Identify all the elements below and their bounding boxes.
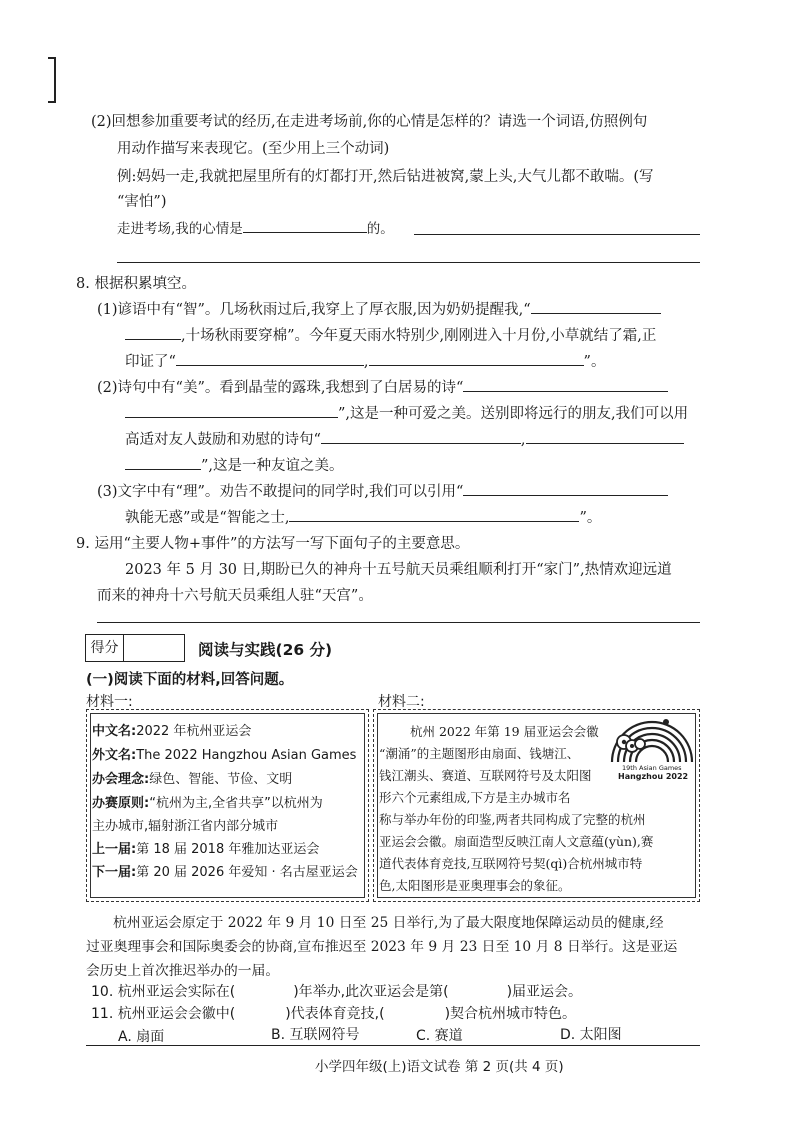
q11-text-c: )契合杭州城市特色。 xyxy=(444,1006,577,1022)
m1-row-next xyxy=(92,861,358,880)
m1-key: 上一届: xyxy=(92,842,137,857)
q8-3-line2 xyxy=(125,506,601,527)
q11-text-a: 11. 杭州亚运会会徽中( xyxy=(91,1006,236,1022)
q7-2-mood-blank[interactable] xyxy=(243,219,367,233)
q9-text-line1: 2023 年 5 月 30 日,期盼已久的神舟十五号航天员乘组顺利打开“家门”,热情欢迎远道 xyxy=(125,562,672,578)
q11-line xyxy=(91,1003,576,1023)
q8-2-blank-3[interactable] xyxy=(526,430,684,444)
m1-key: 中文名: xyxy=(92,724,137,739)
q8-2-blank-3b[interactable] xyxy=(125,456,201,470)
q10-text-c: )届亚运会。 xyxy=(506,984,583,1000)
q8-2-text-b: ”,这是一种可爱之美。送别即将远行的朋友,我们可以用 xyxy=(338,406,689,422)
q10-text-a: 10. 杭州亚运会实际在( xyxy=(91,984,236,1000)
q7-2-hint: (至少用上三个动词) xyxy=(262,141,390,157)
q8-2-line3 xyxy=(125,428,684,449)
q7-2-line1: (2)回想参加重要考试的经历,在走进考场前,你的心情是怎样的？请选一个词语,仿照例句 xyxy=(91,114,648,130)
binding-margin-mark xyxy=(48,57,56,103)
m1-row-previous xyxy=(92,838,319,857)
m1-key: 下一届: xyxy=(92,865,137,880)
passage-line2: 过亚奥理事会和国际奥委会的协商,宣布推迟至 2023 年 9 月 23 日至 10 月 8 日举行。这是亚运 xyxy=(86,939,678,955)
page-footer: 小学四年级(上)语文试卷 第 2 页(共 4 页) xyxy=(315,1059,564,1075)
q8-1-blank-1b[interactable] xyxy=(125,326,181,340)
m1-row-foreign-name xyxy=(92,744,356,763)
q8-2-blank-1b[interactable] xyxy=(125,404,338,418)
q7-2-example-line2: “害怕”) xyxy=(117,194,167,210)
m2-line4: 形六个元素组成,下方是主办城市名 xyxy=(379,790,571,805)
q8-2-blank-1[interactable] xyxy=(463,378,668,392)
q8-2-comma: , xyxy=(520,432,526,448)
q11-option-b[interactable]: B. 互联网符号 xyxy=(271,1027,360,1043)
q9-answer-rule[interactable] xyxy=(97,622,700,623)
q8-3-close: ”。 xyxy=(579,510,602,526)
m1-row-concept xyxy=(92,768,292,787)
q8-3-blank-2[interactable] xyxy=(289,508,579,522)
q8-2-blank-2[interactable] xyxy=(321,430,521,444)
passage-line1: 杭州亚运会原定于 2022 年 9 月 10 日至 25 日举行,为了最大限度地保障运动员的健康,经 xyxy=(113,915,664,931)
q8-1-close: ”。 xyxy=(583,354,606,370)
q10-text-b: )年举办,此次亚运会是第( xyxy=(293,984,449,1000)
q8-title: 8. 根据积累填空。 xyxy=(76,276,196,292)
m2-line2: “潮涌”的主题图形由扇面、钱塘江、 xyxy=(379,746,580,761)
q11-option-a[interactable]: A. 扇面 xyxy=(118,1029,165,1045)
m1-value: 绿色、智能、节俭、文明 xyxy=(149,772,293,787)
q8-1-text-a: (1)谚语中有“智”。几场秋雨过后,我穿上了厚衣服,因为奶奶提醒我,“ xyxy=(97,302,531,318)
q8-1-comma: , xyxy=(363,354,369,370)
q11-option-d[interactable]: D. 太阳图 xyxy=(560,1027,622,1043)
section-subtitle: (一)阅读下面的材料,回答问题。 xyxy=(86,672,294,688)
m2-line7: 道代表体育竞技,互联网符号契(qì)合杭州城市特 xyxy=(379,856,643,871)
m2-line8: 色,太阳图形是亚奥理事会的象征。 xyxy=(379,878,571,893)
q9-text-line2: 而来的神舟十六号航天员乘组人驻“天宫”。 xyxy=(97,588,373,604)
q8-1-blank-2[interactable] xyxy=(176,352,364,366)
q9-title: 9. 运用“主要人物+事件”的方法写一写下面句子的主要意思。 xyxy=(76,536,470,552)
m1-value: “杭州为主,全省共享”以杭州为 xyxy=(149,796,323,811)
q8-2-text-a: (2)诗句中有“美”。看到晶莹的露珠,我想到了白居易的诗“ xyxy=(97,380,464,396)
m1-value: 第 18 届 2018 年雅加达亚运会 xyxy=(136,842,320,857)
material2-label: 材料二: xyxy=(378,694,425,710)
material1-label: 材料一: xyxy=(86,694,133,710)
q8-2-line1 xyxy=(97,376,668,397)
q7-2-answer-prefix: 走进考场,我的心情是 xyxy=(117,221,243,237)
m2-line1: 杭州 2022 年第 19 届亚运会会徽 xyxy=(410,724,599,739)
m1-key: 办会理念: xyxy=(92,772,150,787)
q8-1-line1 xyxy=(97,298,661,319)
emblem-caption-1: 19th Asian Games xyxy=(622,764,682,772)
q7-2-answer-rule-1[interactable] xyxy=(414,234,700,235)
q11-text-b: )代表体育竞技,( xyxy=(285,1006,385,1022)
emblem-caption-2: Hangzhou 2022 xyxy=(618,772,689,781)
q8-2-text-c: 高适对友人鼓励和劝慰的诗句“ xyxy=(125,432,321,448)
q8-3-text-b: 孰能无惑”或是“智能之士, xyxy=(125,510,290,526)
score-label: 得分 xyxy=(86,635,124,661)
m1-value: 2022 年杭州亚运会 xyxy=(136,724,252,739)
passage-line3: 会历史上首次推迟举办的一届。 xyxy=(86,963,280,979)
q7-2-instruction: 用动作描写来表现它。 xyxy=(117,141,262,157)
m1-row-principle-cont: 主办城市,辐射浙江省内部分城市 xyxy=(92,819,279,834)
q7-2-answer-mid: 的。 xyxy=(366,221,394,237)
q8-3-blank-1[interactable] xyxy=(463,482,668,496)
m2-line6: 亚运会会徽。扇面造型反映江南人文意蕴(yùn),赛 xyxy=(379,834,654,849)
q8-1-blank-3[interactable] xyxy=(369,352,584,366)
m2-line3: 钱江潮头、赛道、互联网符号及太阳图 xyxy=(379,768,592,783)
q7-2-answer-rule-2[interactable] xyxy=(117,262,700,263)
score-box[interactable] xyxy=(85,634,185,662)
q8-3-text-a: (3)文字中有“理”。劝告不敢提问的同学时,我们可以引用“ xyxy=(97,484,464,500)
q8-2-line4 xyxy=(125,454,344,475)
m1-row-chinese-name xyxy=(92,720,251,739)
m1-value: The 2022 Hangzhou Asian Games xyxy=(136,748,357,763)
q10-line xyxy=(91,981,582,1001)
q11-option-c[interactable]: C. 赛道 xyxy=(416,1028,463,1044)
q8-3-line1 xyxy=(97,480,668,501)
q8-1-line2 xyxy=(125,324,656,345)
q8-1-text-c: 印证了“ xyxy=(125,354,176,370)
section-title: 阅读与实践(26 分) xyxy=(198,641,333,659)
q8-1-text-b: ,十场秋雨要穿棉”。今年夏天雨水特别少,刚刚进入十月份,小草就结了霜,正 xyxy=(181,328,657,344)
m1-row-principle xyxy=(92,792,323,811)
q8-2-text-d: ”,这是一种友谊之美。 xyxy=(201,458,344,474)
q8-1-line3 xyxy=(125,350,605,371)
m1-key: 外文名: xyxy=(92,748,137,763)
m1-value: 第 20 届 2026 年爱知 · 名古屋亚运会 xyxy=(136,865,358,880)
asian-games-emblem-icon xyxy=(606,718,696,782)
footer-rule xyxy=(86,1045,700,1046)
m2-line5: 称与举办年份的印鉴,两者共同构成了完整的杭州 xyxy=(379,812,646,827)
q7-2-answer-line xyxy=(117,217,394,237)
q7-2-line2 xyxy=(117,137,389,158)
q7-2-example-line1: 例:妈妈一走,我就把屋里所有的灯都打开,然后钻进被窝,蒙上头,大气儿都不敢喘。(写 xyxy=(117,169,654,185)
m1-key: 办赛原则: xyxy=(92,796,150,811)
q8-1-blank-1[interactable] xyxy=(531,300,661,314)
q8-2-line2 xyxy=(125,402,688,423)
